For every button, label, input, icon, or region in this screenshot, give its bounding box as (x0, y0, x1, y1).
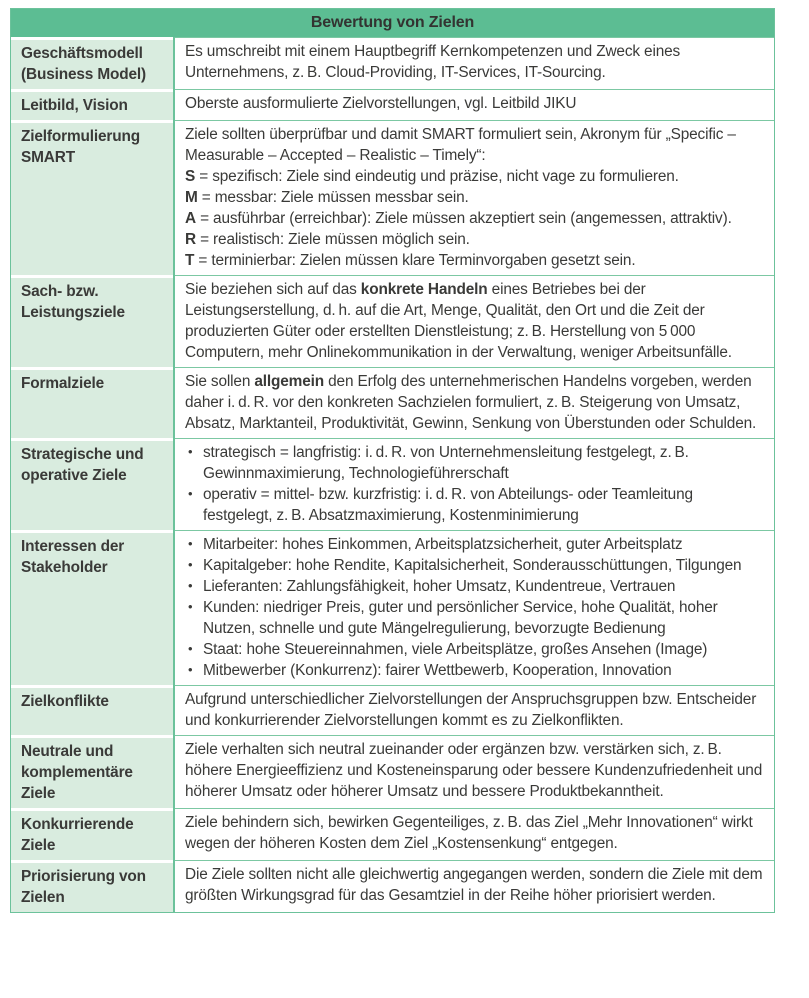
bullet-item (185, 442, 764, 484)
table-row (11, 120, 774, 275)
text-segment: Kapitalgeber: hohe Rendite, Kapitalsicherheit, Sonderausschüttungen, Tilgungen (203, 557, 742, 574)
bullet-item (185, 555, 764, 576)
text-segment: Die Ziele sollten nicht alle gleichwertig angegangen werden, sondern die Ziele mit dem größten Wirkungsgrad für das Gesamtziel in der Reihe höher priorisiert werden. (185, 866, 763, 904)
emphasized-text: T (185, 252, 195, 269)
bullet-icon: • (188, 641, 193, 656)
paragraph (185, 739, 764, 802)
paragraph (185, 187, 764, 208)
definition-cell (173, 37, 774, 89)
emphasized-text: A (185, 210, 196, 227)
emphasized-text: konkrete Handeln (360, 281, 488, 298)
text-segment: strategisch = langfristig: i. d. R. von Unternehmensleitung festgelegt, z. B. Gewinnmaximierung, Technologieführerschaft (203, 444, 689, 482)
emphasized-text: R (185, 231, 196, 248)
term-cell: Interessen der Stakeholder (11, 530, 173, 685)
term-cell: Sach- bzw. Leistungsziele (11, 275, 173, 367)
paragraph (185, 166, 764, 187)
text-segment: Mitarbeiter: hohes Einkommen, Arbeitsplatzsicherheit, guter Arbeitsplatz (203, 536, 683, 553)
term-cell: Leitbild, Vision (11, 89, 173, 120)
definition-cell (173, 120, 774, 275)
emphasized-text: M (185, 189, 198, 206)
paragraph (185, 689, 764, 731)
paragraph (185, 229, 764, 250)
bullet-icon: • (188, 557, 193, 572)
paragraph (185, 41, 764, 83)
bullet-item (185, 660, 764, 681)
text-segment: den Erfolg des unternehmerischen Handelns vorgeben, werden daher i. d. R. vor den konkreten Sachzielen formuliert, z. B. Steigerung von Umsatz, Absatz, Marktanteil, Produktivität, Gewinn, Senkung von Überstunden oder Schulden. (185, 373, 757, 432)
definition-cell (173, 530, 774, 685)
text-segment: Ziele behindern sich, bewirken Gegenteiliges, z. B. das Ziel „Mehr Innovationen“ wirkt wegen der höheren Kosten dem Ziel „Kostensenkung“ entgegen. (185, 814, 753, 852)
table-row (11, 275, 774, 367)
term-cell: Konkurrierende Ziele (11, 808, 173, 860)
paragraph (185, 250, 764, 271)
bullet-icon: • (188, 599, 193, 614)
table-row (11, 438, 774, 530)
text-segment: Sie beziehen sich auf das (185, 281, 361, 298)
emphasized-text: S (185, 168, 196, 185)
text-segment: Lieferanten: Zahlungsfähigkeit, hoher Umsatz, Kundentreue, Vertrauen (203, 578, 676, 595)
term-cell: Priorisierung von Zielen (11, 860, 173, 912)
term-cell: Neutrale und komplementäre Ziele (11, 735, 173, 808)
definition-cell (173, 367, 774, 438)
bullet-icon: • (188, 578, 193, 593)
paragraph (185, 208, 764, 229)
text-segment: Es umschreibt mit einem Hauptbegriff Kernkompetenzen und Zweck eines Unternehmens, z. B. Cloud-Providing, IT-Services, IT-Sourcing. (185, 43, 681, 81)
table-row (11, 735, 774, 808)
paragraph (185, 864, 764, 906)
definition-cell (173, 735, 774, 808)
text-segment: Staat: hohe Steuereinnahmen, viele Arbeitsplätze, großes Ansehen (Image) (203, 641, 708, 658)
table-title: Bewertung von Zielen (11, 9, 774, 37)
column-divider (173, 37, 175, 912)
text-segment: = ausführbar (erreichbar): Ziele müssen akzeptiert sein (angemessen, attraktiv). (195, 210, 732, 227)
table-row (11, 89, 774, 120)
paragraph (185, 124, 764, 166)
table-row (11, 37, 774, 89)
emphasized-text: allgemein (254, 373, 325, 390)
bullet-icon: • (188, 662, 193, 677)
paragraph (185, 812, 764, 854)
bullet-icon: • (188, 444, 193, 459)
table-row (11, 860, 774, 912)
bullet-item (185, 639, 764, 660)
text-segment: eines Betriebes bei der Leistungserstellung, d. h. auf die Art, Menge, Qualität, den Ort und die Zeit der produzierten Güter oder erstellten Dienstleistung; z. B. Herstellung von 5 000 Computern, mehr Onlinekommunikation in der Verwaltung, weniger Arbeitsunfälle. (185, 281, 732, 361)
text-segment: Oberste ausformulierte Zielvorstellungen, vgl. Leitbild JIKU (185, 95, 577, 112)
text-segment: Sie sollen (185, 373, 255, 390)
text-segment: Kunden: niedriger Preis, guter und persönlicher Service, hohe Qualität, hoher Nutzen, schnelle und gute Mängelregulierung, bevorzugte Bedienung (203, 599, 718, 637)
table-row (11, 530, 774, 685)
table-body (11, 37, 774, 912)
table-row (11, 367, 774, 438)
definition-cell (173, 438, 774, 530)
definition-cell (173, 685, 774, 735)
bullet-item (185, 534, 764, 555)
term-cell: Strategische und operative Ziele (11, 438, 173, 530)
text-segment: Ziele sollten überprüfbar und damit SMART formuliert sein, Akronym für „Specific – Measurable – Accepted – Realistic – Timely“: (185, 126, 736, 164)
paragraph (185, 93, 764, 114)
bullet-item (185, 597, 764, 639)
definition-cell (173, 275, 774, 367)
term-cell: Geschäftsmodell (Business Model) (11, 37, 173, 89)
table-row (11, 808, 774, 860)
text-segment: Ziele verhalten sich neutral zueinander oder ergänzen bzw. verstärken sich, z. B. höhere Energieeffizienz und Kosteneinsparung oder bessere Kundenzufriedenheit und höherer Umsatz oder höherer Umsatz und bessere Produktbekanntheit. (185, 741, 763, 800)
text-segment: = realistisch: Ziele müssen möglich sein. (195, 231, 470, 248)
paragraph (185, 371, 764, 434)
bullet-icon: • (188, 486, 193, 501)
text-segment: = messbar: Ziele müssen messbar sein. (197, 189, 469, 206)
text-segment: = spezifisch: Ziele sind eindeutig und präzise, nicht vage zu formulieren. (195, 168, 679, 185)
text-segment: Mitbewerber (Konkurrenz): fairer Wettbewerb, Kooperation, Innovation (203, 662, 672, 679)
paragraph (185, 279, 764, 363)
text-segment: = terminierbar: Zielen müssen klare Terminvorgaben gesetzt sein. (194, 252, 636, 269)
term-cell: Zielkonflikte (11, 685, 173, 735)
text-segment: operativ = mittel- bzw. kurzfristig: i. d. R. von Abteilungs- oder Teamleitung festgelegt, z. B. Absatzmaximierung, Kostenminimierung (203, 486, 693, 524)
table-row (11, 685, 774, 735)
definition-cell (173, 808, 774, 860)
goals-definition-table (10, 8, 775, 913)
term-cell: Formalziele (11, 367, 173, 438)
bullet-item (185, 484, 764, 526)
definition-cell (173, 860, 774, 912)
definition-cell (173, 89, 774, 120)
term-cell: Zielformulierung SMART (11, 120, 173, 275)
bullet-icon: • (188, 536, 193, 551)
bullet-item (185, 576, 764, 597)
text-segment: Aufgrund unterschiedlicher Zielvorstellungen der Anspruchsgruppen bzw. Entscheider und konkurrierender Zielvorstellungen kommt es zu Zielkonflikten. (185, 691, 757, 729)
